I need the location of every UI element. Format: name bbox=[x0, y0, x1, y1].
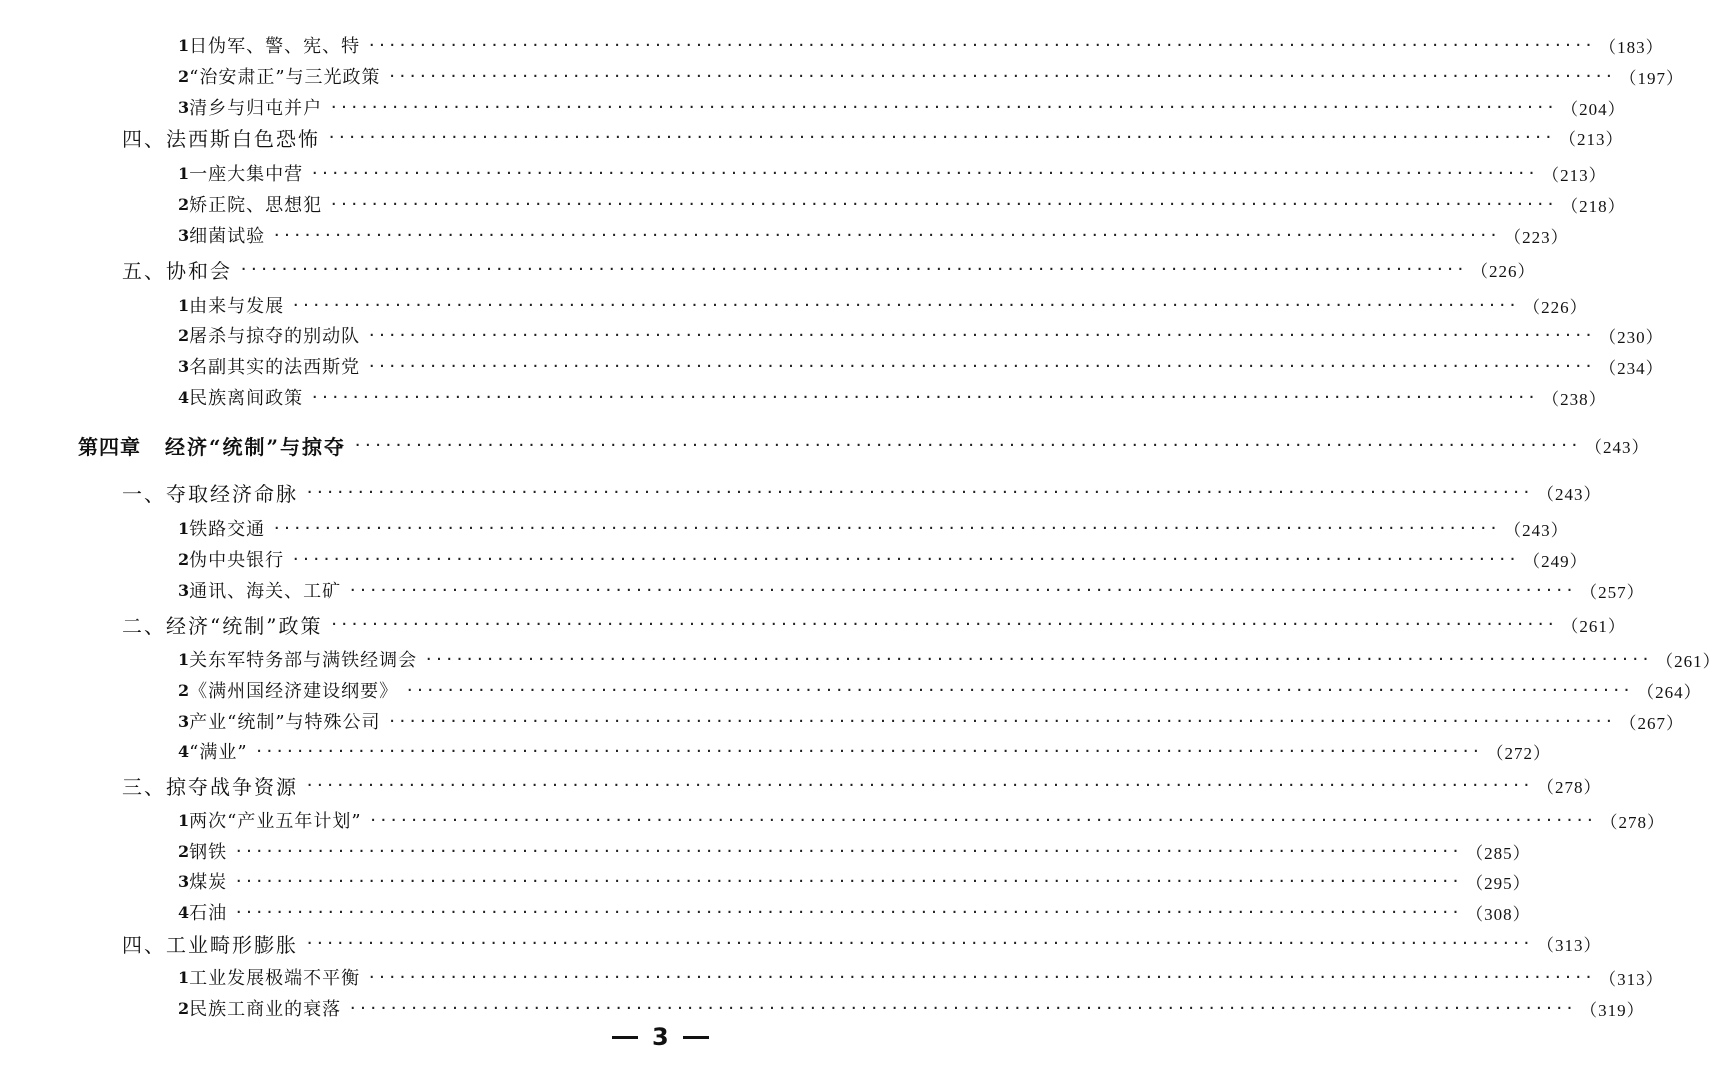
entry-page: （313） bbox=[1536, 935, 1602, 955]
dot-leader: ························································································································ bbox=[311, 166, 1539, 180]
dot-leader: ························································································································ bbox=[235, 905, 1463, 919]
entry-page: （261） bbox=[1656, 651, 1721, 671]
entry-title: “治安肃正”与三光政策 bbox=[189, 67, 381, 88]
dot-leader: ························································································································ bbox=[306, 778, 1533, 792]
subsection-entry bbox=[178, 836, 1531, 866]
entry-title: 经济“统制”与掠夺 bbox=[165, 434, 347, 459]
entry-page: （197） bbox=[1619, 68, 1684, 88]
footer-dash-left bbox=[612, 1036, 638, 1039]
entry-number: 4 bbox=[178, 902, 190, 922]
entry-page: （285） bbox=[1466, 843, 1531, 863]
entry-page: （308） bbox=[1466, 904, 1531, 924]
entry-page: （223） bbox=[1504, 227, 1569, 247]
entry-number: 1 bbox=[178, 810, 190, 830]
entry-page: （278） bbox=[1536, 777, 1602, 797]
entry-page: （243） bbox=[1504, 520, 1569, 540]
dot-leader: ························································································································ bbox=[406, 683, 1634, 697]
entry-title: 日伪军、警、宪、特 bbox=[189, 36, 361, 57]
entry-page: （319） bbox=[1580, 1000, 1645, 1020]
entry-page: （234） bbox=[1599, 358, 1664, 378]
dot-leader: ························································································································ bbox=[273, 228, 1501, 242]
section-entry bbox=[122, 477, 1602, 507]
entry-number: 2 bbox=[178, 998, 190, 1018]
entry-title: 两次“产业五年计划” bbox=[189, 811, 362, 832]
entry-title: 铁路交通 bbox=[189, 519, 266, 540]
entry-page: （295） bbox=[1466, 873, 1531, 893]
dot-leader: ························································································································ bbox=[306, 936, 1533, 950]
subsection-entry bbox=[178, 866, 1531, 896]
dot-leader: ························································································································ bbox=[369, 813, 1597, 827]
entry-title: 名副其实的法西斯党 bbox=[189, 357, 361, 378]
subsection-entry bbox=[178, 962, 1664, 992]
entry-page: （243） bbox=[1584, 437, 1650, 457]
subsection-entry bbox=[178, 61, 1684, 91]
entry-page: （213） bbox=[1558, 129, 1624, 149]
dot-leader: ························································································································ bbox=[354, 438, 1581, 452]
entry-number: 2 bbox=[178, 680, 190, 700]
entry-number: 3 bbox=[178, 871, 190, 891]
section-entry bbox=[122, 928, 1602, 958]
entry-page: （278） bbox=[1600, 812, 1665, 832]
entry-number: 3 bbox=[178, 356, 190, 376]
subsection-entry bbox=[178, 320, 1664, 350]
entry-title: 伪中央银行 bbox=[189, 550, 285, 571]
entry-title: 通讯、海关、工矿 bbox=[189, 581, 342, 602]
entry-title: 五、协和会 bbox=[122, 258, 232, 283]
subsection-entry bbox=[178, 513, 1569, 543]
entry-title: 四、法西斯白色恐怖 bbox=[122, 126, 320, 151]
entry-number: 1 bbox=[178, 649, 190, 669]
dot-leader: ························································································································ bbox=[235, 844, 1463, 858]
footer-dash-right bbox=[683, 1036, 709, 1039]
subsection-entry bbox=[178, 30, 1664, 60]
subsection-entry bbox=[178, 158, 1607, 188]
entry-page: （313） bbox=[1599, 969, 1664, 989]
entry-number: 2 bbox=[178, 194, 190, 214]
entry-number: 2 bbox=[178, 549, 190, 569]
dot-leader: ························································································································ bbox=[425, 652, 1653, 666]
chapter-entry bbox=[78, 430, 1650, 460]
entry-title: 煤炭 bbox=[189, 872, 228, 893]
dot-leader: ························································································································ bbox=[368, 359, 1596, 373]
entry-page: （264） bbox=[1637, 682, 1702, 702]
entry-number: 2 bbox=[178, 841, 190, 861]
subsection-entry bbox=[178, 220, 1569, 250]
entry-page: （226） bbox=[1523, 297, 1588, 317]
entry-page: （272） bbox=[1486, 743, 1551, 763]
entry-number: 3 bbox=[178, 580, 190, 600]
subsection-entry bbox=[178, 351, 1664, 381]
chapter-label: 第四章 bbox=[78, 434, 141, 459]
entry-title: “满业” bbox=[189, 742, 248, 763]
subsection-entry bbox=[178, 736, 1551, 766]
dot-leader: ························································································································ bbox=[368, 38, 1596, 52]
dot-leader: ························································································································ bbox=[328, 130, 1555, 144]
dot-leader: ························································································································ bbox=[273, 521, 1501, 535]
entry-title: 民族工商业的衰落 bbox=[189, 999, 342, 1020]
section-entry bbox=[122, 122, 1624, 152]
subsection-entry bbox=[178, 544, 1588, 574]
subsection-entry bbox=[178, 189, 1626, 219]
page-footer bbox=[612, 1023, 709, 1051]
entry-page: （249） bbox=[1523, 551, 1588, 571]
subsection-entry bbox=[178, 675, 1702, 705]
entry-number: 1 bbox=[178, 163, 190, 183]
dot-leader: ························································································································ bbox=[330, 100, 1558, 114]
subsection-entry bbox=[178, 706, 1684, 736]
subsection-entry bbox=[178, 897, 1531, 927]
entry-title: 钢铁 bbox=[189, 842, 228, 863]
entry-title: 一、夺取经济命脉 bbox=[122, 481, 298, 506]
subsection-entry bbox=[178, 92, 1626, 122]
subsection-entry bbox=[178, 382, 1607, 412]
section-entry bbox=[122, 770, 1602, 800]
entry-number: 2 bbox=[178, 325, 190, 345]
page-number: 3 bbox=[652, 1023, 669, 1051]
dot-leader: ························································································································ bbox=[330, 617, 1558, 631]
entry-title: 由来与发展 bbox=[189, 296, 285, 317]
entry-title: 三、掠夺战争资源 bbox=[122, 774, 298, 799]
dot-leader: ························································································································ bbox=[292, 552, 1520, 566]
entry-page: （204） bbox=[1561, 99, 1626, 119]
entry-page: （267） bbox=[1619, 713, 1684, 733]
section-entry bbox=[122, 254, 1536, 284]
entry-page: （230） bbox=[1599, 327, 1664, 347]
dot-leader: ························································································································ bbox=[306, 485, 1533, 499]
entry-number: 2 bbox=[178, 66, 190, 86]
dot-leader: ························································································································ bbox=[388, 69, 1616, 83]
entry-page: （261） bbox=[1561, 616, 1626, 636]
entry-title: 石油 bbox=[189, 903, 228, 924]
dot-leader: ························································································································ bbox=[349, 583, 1577, 597]
entry-title: 屠杀与掠夺的别动队 bbox=[189, 326, 361, 347]
subsection-entry bbox=[178, 993, 1645, 1023]
entry-page: （238） bbox=[1542, 389, 1607, 409]
entry-title: 产业“统制”与特殊公司 bbox=[189, 712, 381, 733]
entry-title: 细菌试验 bbox=[189, 226, 266, 247]
subsection-entry bbox=[178, 575, 1645, 605]
entry-title: 二、经济“统制”政策 bbox=[122, 613, 323, 638]
subsection-entry bbox=[178, 644, 1721, 674]
subsection-entry bbox=[178, 805, 1665, 835]
entry-page: （213） bbox=[1542, 165, 1607, 185]
dot-leader: ························································································································ bbox=[240, 262, 1467, 276]
dot-leader: ························································································································ bbox=[255, 744, 1483, 758]
section-entry bbox=[122, 609, 1626, 639]
dot-leader: ························································································································ bbox=[292, 298, 1520, 312]
entry-title: 关东军特务部与满铁经调会 bbox=[189, 650, 418, 671]
dot-leader: ························································································································ bbox=[368, 970, 1596, 984]
dot-leader: ························································································································ bbox=[311, 390, 1539, 404]
subsection-entry bbox=[178, 290, 1588, 320]
dot-leader: ························································································································ bbox=[368, 328, 1596, 342]
entry-title: 民族离间政策 bbox=[189, 388, 304, 409]
entry-title: 矫正院、思想犯 bbox=[189, 195, 323, 216]
entry-page: （218） bbox=[1561, 196, 1626, 216]
dot-leader: ························································································································ bbox=[349, 1001, 1577, 1015]
entry-title: 四、工业畸形膨胀 bbox=[122, 932, 298, 957]
dot-leader: ························································································································ bbox=[388, 714, 1616, 728]
entry-number: 1 bbox=[178, 35, 190, 55]
entry-number: 3 bbox=[178, 97, 190, 117]
entry-title: 《满州国经济建设纲要》 bbox=[189, 681, 399, 702]
entry-page: （257） bbox=[1580, 582, 1645, 602]
dot-leader: ························································································································ bbox=[330, 197, 1558, 211]
entry-number: 4 bbox=[178, 741, 190, 761]
entry-number: 1 bbox=[178, 295, 190, 315]
entry-page: （226） bbox=[1470, 261, 1536, 281]
entry-title: 一座大集中营 bbox=[189, 164, 304, 185]
entry-page: （243） bbox=[1536, 484, 1602, 504]
entry-number: 1 bbox=[178, 967, 190, 987]
entry-title: 工业发展极端不平衡 bbox=[189, 968, 361, 989]
entry-number: 3 bbox=[178, 711, 190, 731]
entry-number: 1 bbox=[178, 518, 190, 538]
entry-number: 4 bbox=[178, 387, 190, 407]
entry-title: 清乡与归屯并户 bbox=[189, 98, 323, 119]
entry-number: 3 bbox=[178, 225, 190, 245]
dot-leader: ························································································································ bbox=[235, 874, 1463, 888]
entry-page: （183） bbox=[1599, 37, 1664, 57]
